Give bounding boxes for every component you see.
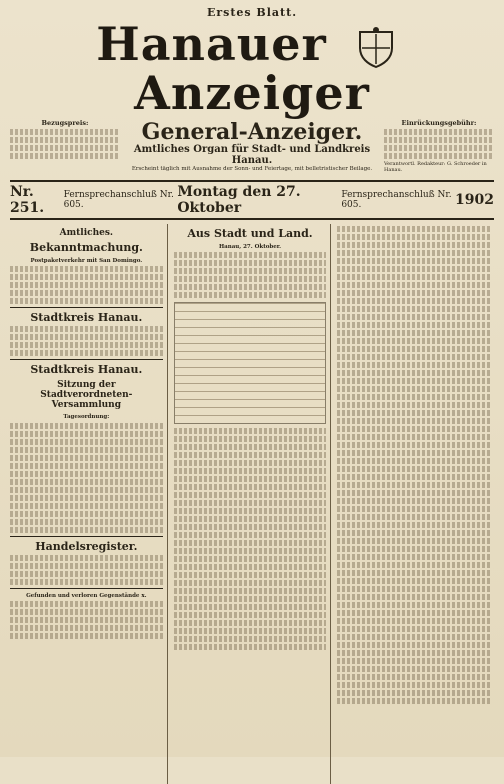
phone-left: Fernsprechanschluß Nr. 605.: [63, 189, 174, 210]
coat-of-arms-icon: [354, 26, 398, 70]
column-2: Aus Stadt und Land. Hanau, 27. Oktober.: [174, 224, 332, 784]
edition-label: Erstes Blatt.: [206, 6, 298, 19]
subscription-box: Bezugspreis:: [10, 120, 120, 161]
phone-right: Fernsprechanschluß Nr. 605.: [341, 189, 452, 210]
masthead-right: Anzeiger: [134, 66, 370, 120]
issue-year: 1902: [455, 191, 495, 208]
column-1: Amtliches. Bekanntmachung. Postpaketverkehr mit San Domingo. Stadtkreis Hanau. Stadtkreis Hanau. Sitzung der Stadtverordneten-Versammlung Tagesordnung: Handelsregister. Gefunden und verloren Gegenstände x.: [10, 224, 168, 784]
dateline: [10, 180, 494, 220]
statistics-table: [174, 302, 327, 424]
subheader: [10, 120, 494, 174]
masthead: [10, 17, 494, 120]
issue-number: Nr. 251.: [10, 183, 45, 216]
issue-date: Montag den 27. Oktober: [177, 183, 301, 216]
ad-rate-box: Einrückungsgebühr: Verantwortl. Redakteur: G. Schroeder in Hanau.: [384, 120, 494, 174]
publication-notice: Erscheint täglich mit Ausnahme der Sonn- und Feiertage, mit belletristischer Beilage.: [131, 166, 373, 172]
subtitle: General-Anzeiger.: [141, 119, 363, 145]
subtitle-block: [120, 120, 384, 172]
masthead-left: Hanauer: [96, 17, 327, 71]
column-3: [337, 224, 494, 784]
columns: [10, 224, 494, 784]
official-organ: Amtliches Organ für Stadt- und Landkreis Hanau.: [133, 144, 371, 166]
